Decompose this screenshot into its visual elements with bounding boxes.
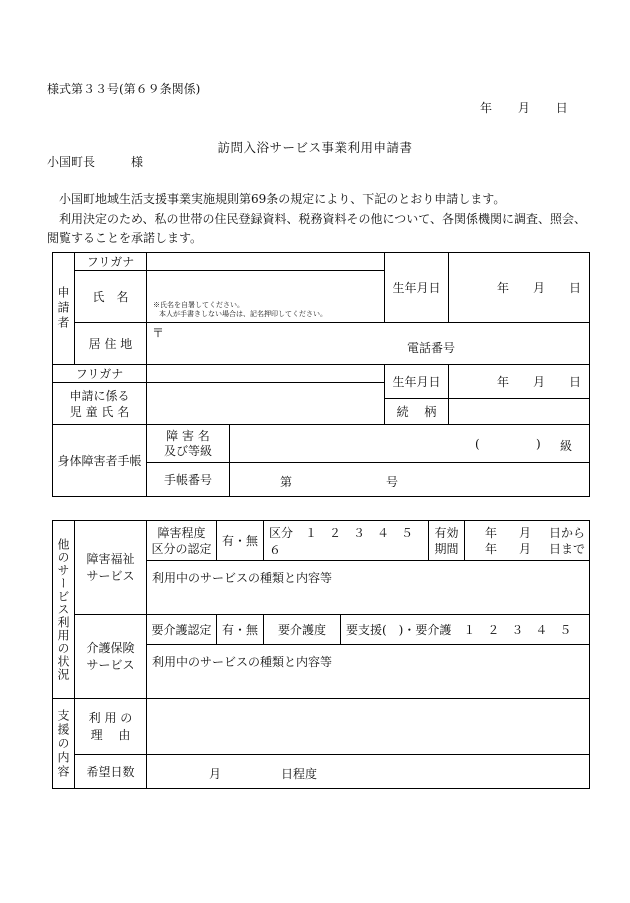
date-year: 年 [480, 101, 493, 115]
relation-label: 続 柄 [385, 399, 449, 425]
paragraph-2: 利用決定のため、私の世帯の住民登録資料、税務資料その他について、各関係機関に調査、照会、閲覧することを承諾します。 [47, 211, 587, 245]
applicant-name-label: 氏 名 [75, 271, 147, 323]
to-suffix: 日まで [549, 541, 586, 556]
valid-label-line2: 期間 [434, 541, 459, 556]
applicant-birth-year: 年 [496, 281, 509, 295]
valid-period-field[interactable] [465, 521, 590, 561]
child-birth-field[interactable] [449, 365, 590, 399]
days-suffix: 日程度 [281, 767, 318, 781]
reason-label-line2: 理 由 [90, 727, 131, 742]
applicant-table [52, 252, 590, 497]
grade-unit: 級 [560, 439, 573, 453]
disability-book-label: 身体障害者手帳 [53, 425, 147, 497]
child-birth-month: 月 [532, 375, 545, 389]
book-number-field[interactable] [230, 463, 590, 497]
applicant-section-label: 申請者 [53, 253, 75, 365]
child-name-label [53, 383, 147, 425]
support-section-label: 支援の内容 [53, 699, 75, 789]
valid-from [465, 525, 585, 541]
document-title: 訪問入浴サービス事業利用申請書 [217, 140, 413, 155]
welfare-label-line2: サービス [86, 568, 135, 583]
welfare-service-label [75, 521, 147, 615]
other-services-label: 他のサービス利用の状況 [53, 521, 75, 699]
to-month: 月 [518, 541, 531, 556]
paragraph-1: 小国町地域生活支援事業実施規則第69条の規定により、下記のとおり申請します。 [59, 192, 506, 206]
applicant-birth-field[interactable] [449, 253, 590, 323]
book-number-go: 号 [386, 475, 399, 489]
from-suffix: 日から [549, 525, 586, 540]
form-number: 様式第３３号(第６９条関係) [47, 82, 201, 96]
care-label-line1: 介護保険 [86, 640, 135, 655]
reason-label [75, 699, 147, 755]
valid-to [465, 541, 585, 557]
child-name-field[interactable] [147, 383, 385, 425]
phone-label: 電話番号 [407, 341, 456, 355]
application-date [480, 99, 590, 116]
applicant-address-label: 居 住 地 [75, 323, 147, 365]
addressee-name: 小国町長 [47, 155, 96, 169]
welfare-yes-no[interactable]: 有・無 [217, 521, 264, 561]
date-day: 日 [555, 101, 568, 115]
to-year: 年 [484, 541, 497, 556]
services-table [52, 520, 590, 789]
support-level-line2: 区分の認定 [151, 541, 212, 556]
welfare-category[interactable]: 区分 １ ２ ３ ４ ５ ６ [264, 521, 429, 561]
days-label: 希望日数 [75, 755, 147, 789]
valid-period-label [429, 521, 465, 561]
book-number-dai: 第 [280, 475, 293, 489]
care-yes-no[interactable]: 有・無 [217, 615, 264, 645]
from-month: 月 [518, 525, 531, 540]
child-birth-day: 日 [568, 375, 581, 389]
child-name-label-line2: 児 童 氏 名 [69, 404, 130, 419]
signature-note-1: ※氏名を自署してください。 [153, 301, 244, 309]
applicant-furigana-field[interactable] [147, 253, 385, 271]
care-usage-label: 利用中のサービスの種類と内容等 [152, 655, 333, 669]
applicant-name-field[interactable] [147, 271, 385, 323]
addressee [47, 153, 143, 170]
care-cert-label: 要介護認定 [147, 615, 217, 645]
child-furigana-label: フリガナ [53, 365, 147, 383]
applicant-birth-month: 月 [532, 281, 545, 295]
child-furigana-field[interactable] [147, 365, 385, 383]
welfare-usage-field[interactable] [147, 561, 590, 615]
child-birth-label: 生年月日 [385, 365, 449, 399]
support-level-line1: 障害程度 [157, 525, 206, 540]
applicant-birth-day: 日 [568, 281, 581, 295]
grade-paren-open: ( [475, 437, 480, 451]
applicant-birth-label: 生年月日 [385, 253, 449, 323]
disability-grade-label-line2: 及び等級 [163, 443, 212, 458]
valid-label-line1: 有効 [434, 525, 459, 540]
date-month: 月 [517, 101, 530, 115]
care-service-label [75, 615, 147, 699]
postal-mark: 〒 [152, 326, 165, 340]
grade-paren-close: ) [536, 437, 541, 451]
reason-label-line1: 利 用 の [88, 710, 133, 725]
care-usage-field[interactable] [147, 645, 590, 699]
applicant-address-field[interactable] [147, 323, 590, 365]
child-name-label-line1: 申請に係る [69, 388, 130, 403]
care-label-line2: サービス [86, 657, 135, 672]
welfare-label-line1: 障害福祉 [86, 551, 135, 566]
disability-grade-label-line1: 障 害 名 [166, 428, 210, 443]
welfare-usage-label: 利用中のサービスの種類と内容等 [152, 571, 333, 585]
relation-field[interactable] [449, 399, 590, 425]
disability-grade-field[interactable] [230, 425, 590, 463]
honorific: 様 [131, 155, 144, 169]
applicant-furigana-label: フリガナ [75, 253, 147, 271]
care-level-label: 要介護度 [264, 615, 341, 645]
from-year: 年 [484, 525, 497, 540]
support-level-label [147, 521, 217, 561]
book-number-label: 手帳番号 [147, 463, 230, 497]
reason-field[interactable] [147, 699, 590, 755]
disability-grade-label [147, 425, 230, 463]
care-levels[interactable]: 要支援( )・要介護 １ ２ ３ ４ ５ [341, 615, 590, 645]
body-text [47, 190, 597, 249]
days-field[interactable] [147, 755, 590, 789]
signature-note-2: 本人が手書きしない場合は、記名押印してください。 [159, 310, 327, 318]
days-month: 月 [209, 767, 222, 781]
child-birth-year: 年 [496, 375, 509, 389]
